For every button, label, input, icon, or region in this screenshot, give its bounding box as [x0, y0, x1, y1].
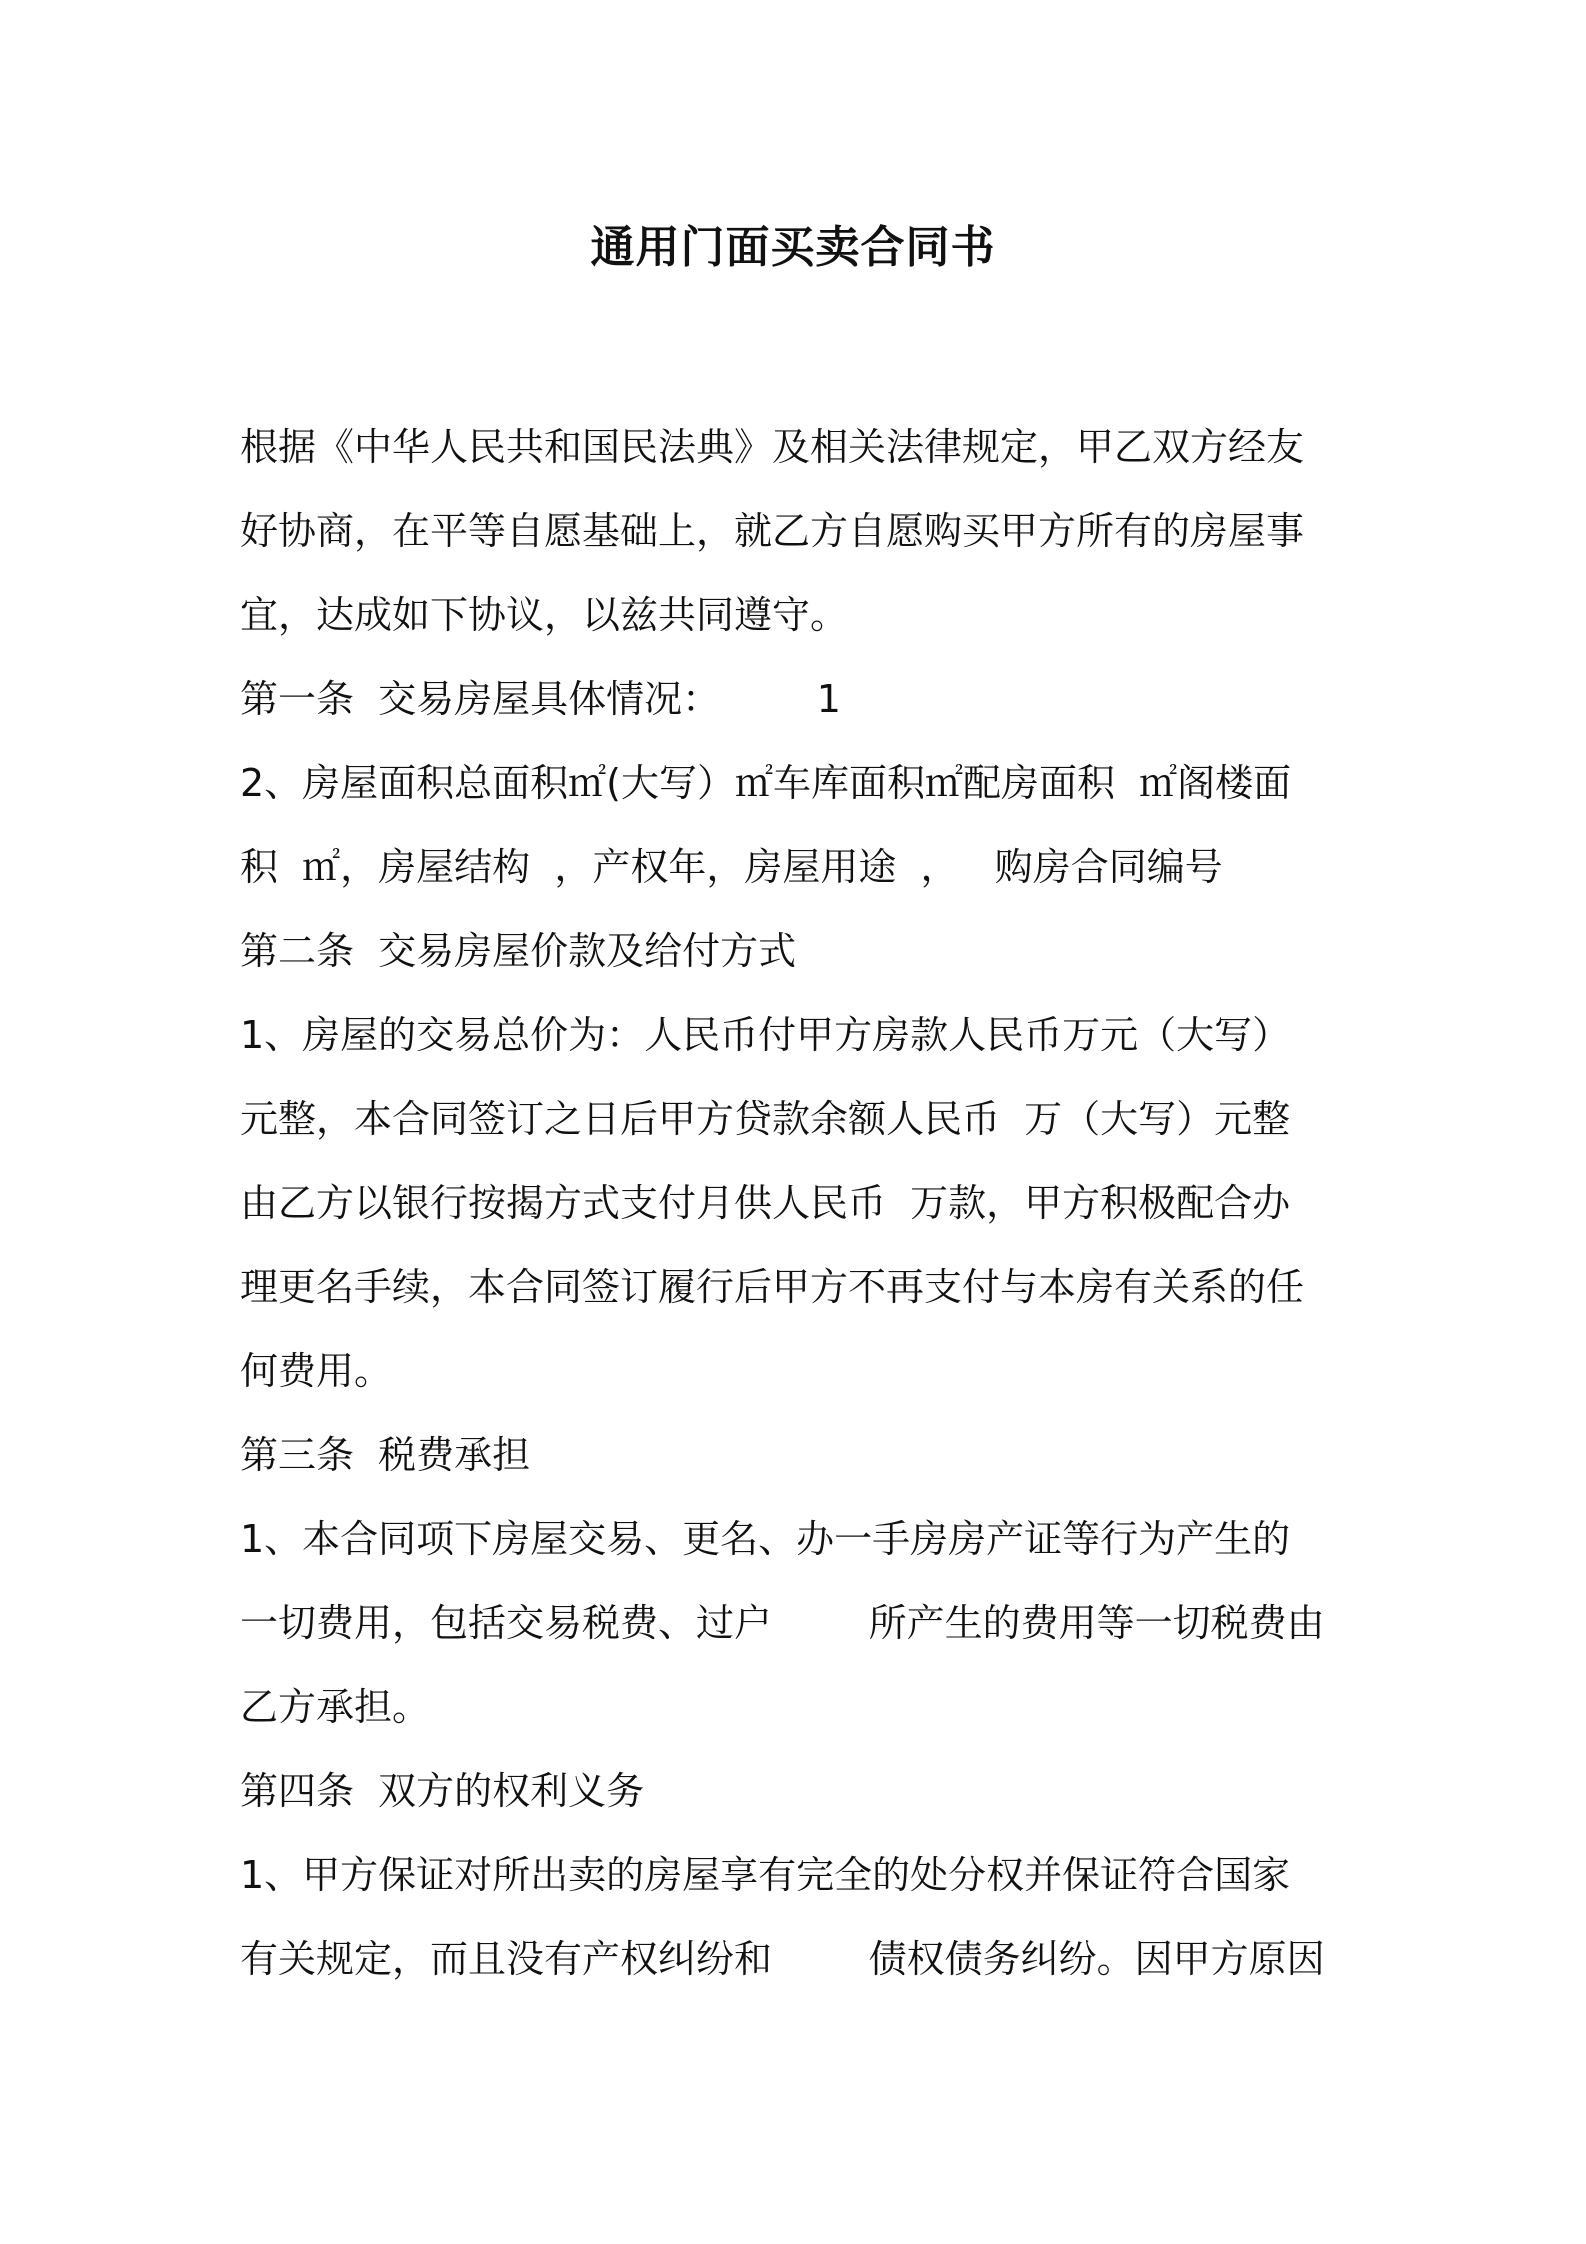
article-heading-2: 第二条 交易房屋价款及给付方式	[240, 929, 797, 973]
text-line: 根据《中华人民共和国民法典》及相关法律规定，甲乙双方经友	[240, 425, 1305, 469]
text-line: 2、房屋面积总面积㎡(大写）㎡车库面积㎡配房面积 ㎡阁楼面	[240, 761, 1292, 805]
text-line: 宜，达成如下协议，以兹共同遵守。	[240, 593, 849, 637]
text-line: 积 ㎡，房屋结构 ，产权年，房屋用途 ， 购房合同编号	[240, 845, 1223, 889]
text-line: 1、甲方保证对所出卖的房屋享有完全的处分权并保证符合国家	[240, 1853, 1291, 1897]
article-heading-1: 第一条 交易房屋具体情况： 1	[240, 677, 841, 721]
text-line: 由乙方以银行按揭方式支付月供人民币 万款，甲方积极配合办	[240, 1181, 1291, 1225]
text-line: 乙方承担。	[240, 1685, 431, 1729]
text-line: 何费用。	[240, 1349, 393, 1393]
article-heading-3: 第三条 税费承担	[240, 1433, 531, 1477]
document-body	[240, 405, 1360, 2001]
text-line: 1、本合同项下房屋交易、更名、办一手房房产证等行为产生的	[240, 1517, 1291, 1561]
text-line: 一切费用，包括交易税费、过户 所产生的费用等一切税费由	[240, 1601, 1325, 1645]
article-heading-4: 第四条 双方的权利义务	[240, 1769, 645, 1813]
text-line: 好协商，在平等自愿基础上，就乙方自愿购买甲方所有的房屋事	[240, 509, 1305, 553]
text-line: 理更名手续，本合同签订履行后甲方不再支付与本房有关系的任	[240, 1265, 1305, 1309]
document-title: 通用门面买卖合同书	[590, 222, 996, 273]
text-line: 有关规定，而且没有产权纠纷和 债权债务纠纷。因甲方原因	[240, 1937, 1325, 1981]
text-line: 元整，本合同签订之日后甲方贷款余额人民币 万（大写）元整	[240, 1097, 1291, 1141]
text-line: 1、房屋的交易总价为：人民币付甲方房款人民币万元（大写）	[240, 1013, 1291, 1057]
